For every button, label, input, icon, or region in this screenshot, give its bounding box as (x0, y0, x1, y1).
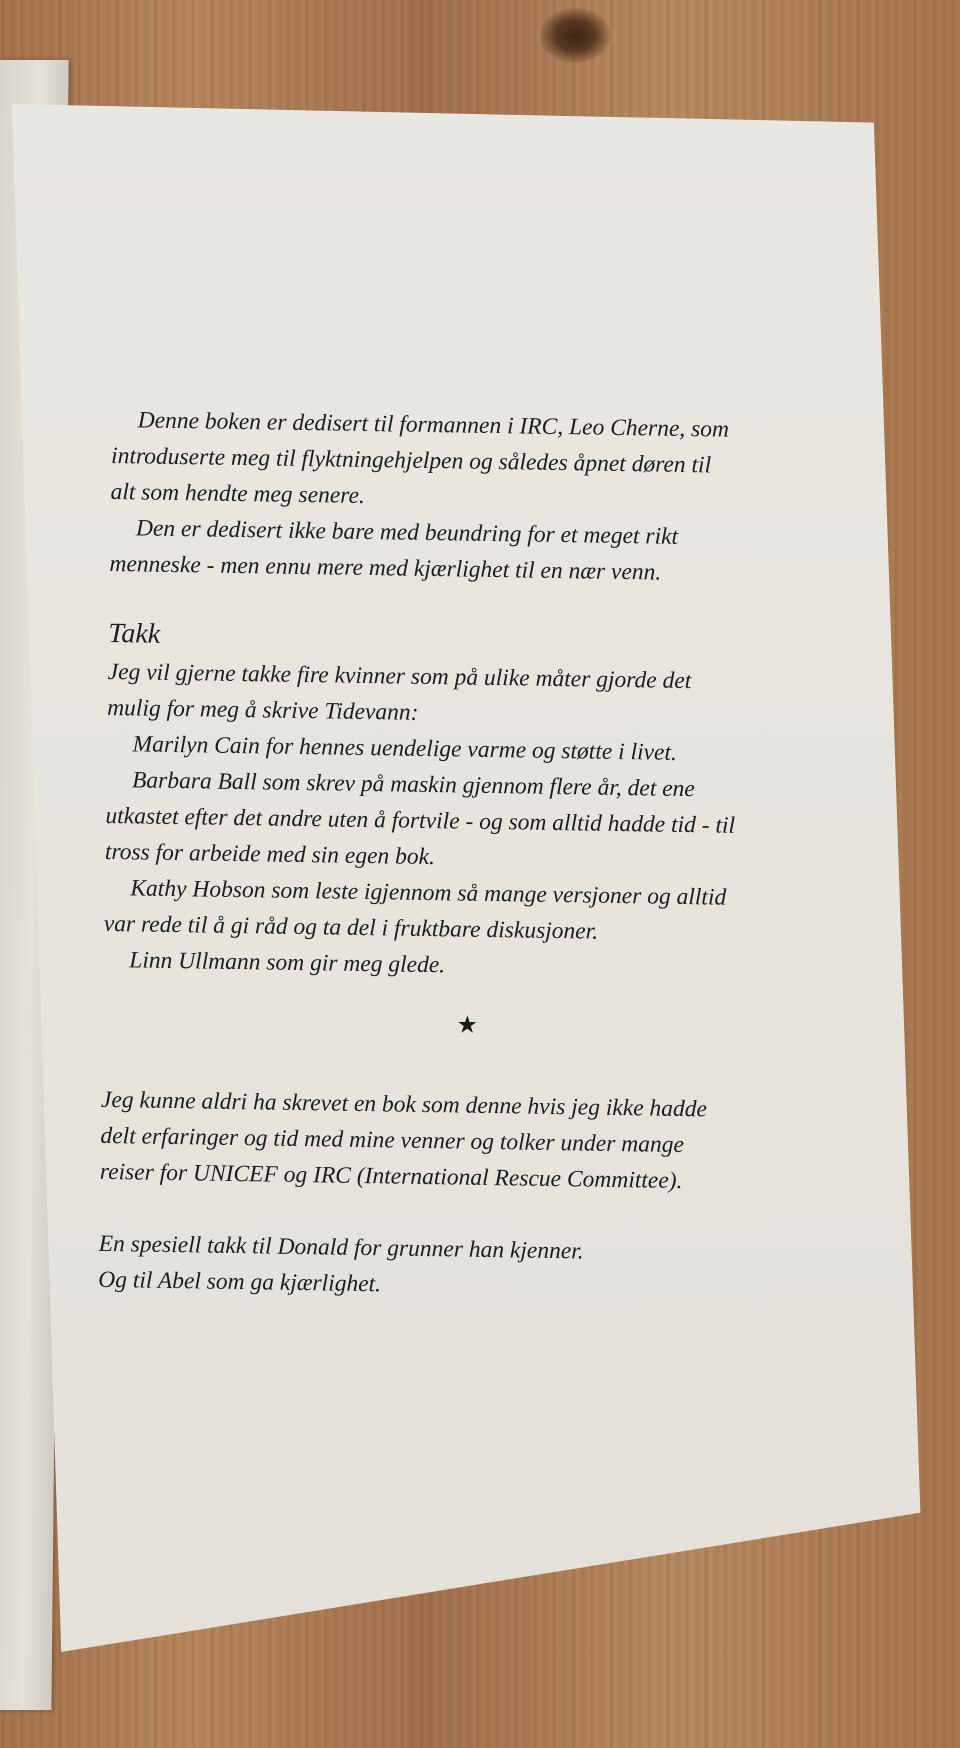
closing-paragraph-2 (98, 1226, 799, 1309)
wood-knot (540, 8, 610, 63)
text-line: var rede til å gi råd og ta del i fruktbare diskusjoner. (103, 910, 599, 945)
star-separator: ★ (456, 1012, 479, 1039)
text-line: Linn Ullmann som gir meg glede. (129, 947, 446, 979)
text-line: Denne boken er dedisert til formannen i IRC, Leo Cherne, som (137, 407, 730, 443)
text-line: Og til Abel som ga kjærlighet. (98, 1266, 382, 1298)
text-line: Den er dedisert ikke bare med beundring for et meget rikt (135, 515, 679, 550)
text-line: tross for arbeide med sin egen bok. (104, 838, 436, 871)
text-line: utkastet efter det andre uten å fortvile - og som alltid hadde tid - til (105, 802, 736, 839)
text-line: delt erfaringer og tid med mine venner og tolker under mange (100, 1122, 685, 1159)
dedication-paragraph-1 (110, 402, 812, 521)
text-line: Kathy Hobson som leste igjennom så mange versjoner og alltid (130, 875, 727, 911)
text-line: Jeg vil gjerne takke fire kvinner som på ulike måter gjorde det (107, 658, 692, 695)
text-line: reiser for UNICEF og IRC (International Rescue Committee). (99, 1158, 683, 1195)
thanks-intro (107, 654, 808, 737)
text-line: Barbara Ball som skrev på maskin gjennom flere år, det ene (131, 767, 696, 803)
thanks-item-ball (105, 762, 807, 881)
text-line: En spesiell takk til Donald for grunner han kjenner. (98, 1230, 584, 1265)
thanks-heading: Takk (108, 617, 161, 650)
text-line: introduserte meg til flyktningehjelpen og således åpnet døren til (110, 442, 712, 479)
thanks-item-hobson (104, 870, 805, 953)
text-line: Jeg kunne aldri ha skrevet en bok som denne hvis jeg ikke hadde (100, 1086, 708, 1123)
text-line: alt som hendte meg senere. (110, 478, 366, 509)
closing-paragraph-1 (100, 1082, 802, 1201)
dedication-paragraph-2 (109, 510, 810, 593)
text-line: Marilyn Cain for hennes uendelige varme og støtte i livet. (132, 731, 678, 766)
text-line: mulig for meg å skrive Tidevann: (106, 694, 419, 726)
text-line: menneske - men ennu mere med kjærlighet til en nær venn. (109, 550, 662, 586)
page-text (98, 402, 812, 1309)
